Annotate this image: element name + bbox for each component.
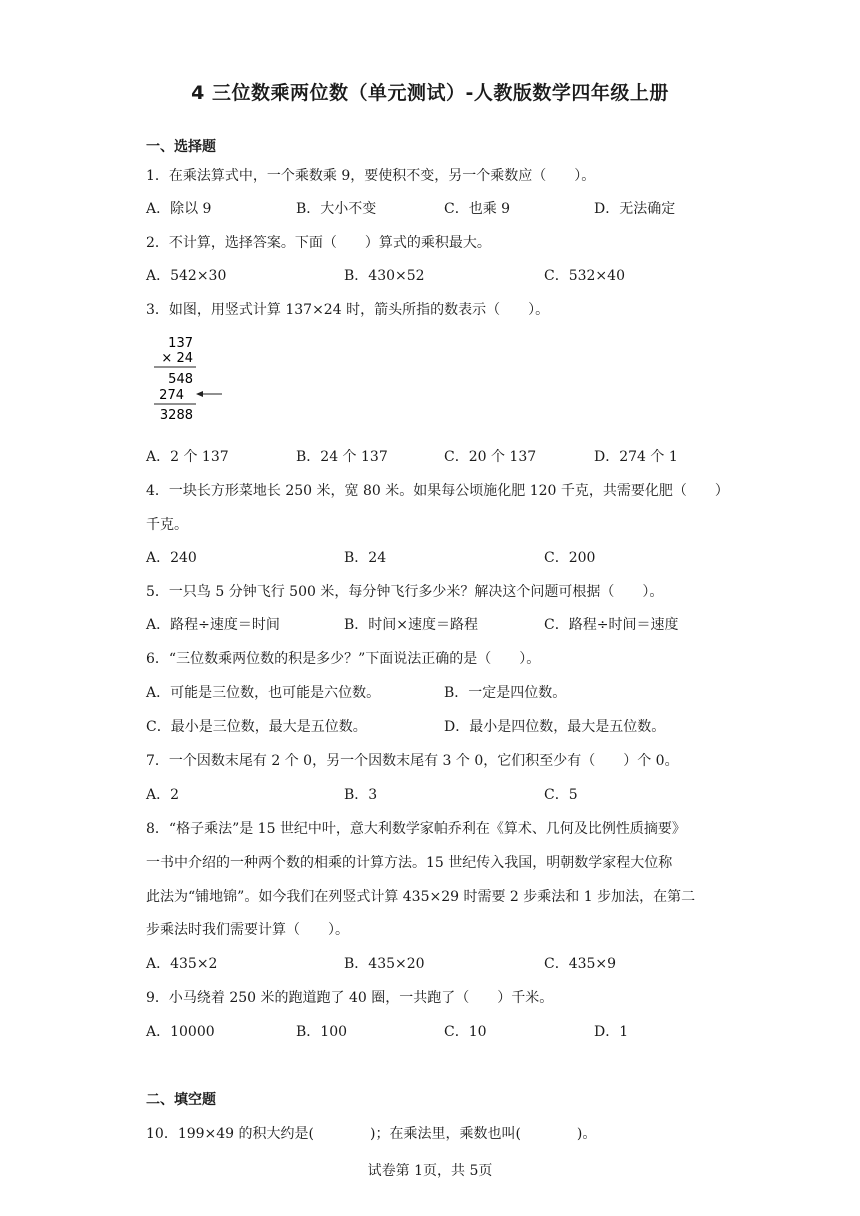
question-3-stem: 3．如图，用竖式计算 137×24 时，箭头所指的数表示（ ）。	[146, 302, 550, 318]
q1-option-a[interactable]: A．除以 9	[146, 201, 212, 217]
q1-option-b[interactable]: B．大小不变	[296, 201, 377, 217]
calc-partial-1: 548	[168, 372, 193, 387]
question-5-stem: 5．一只鸟 5 分钟飞行 500 米，每分钟飞行多少米？解决这个问题可根据（ ）。	[146, 584, 664, 600]
q2-option-a[interactable]: A．542×30	[146, 268, 227, 284]
q4-option-b[interactable]: B．24	[344, 550, 387, 566]
page-footer: 试卷第 1页，共 5页	[367, 1163, 493, 1179]
q8-option-b[interactable]: B．435×20	[344, 956, 425, 972]
q7-option-c[interactable]: C．5	[544, 787, 578, 803]
q8-option-a[interactable]: A．435×2	[146, 956, 218, 972]
q2-option-c[interactable]: C．532×40	[544, 268, 625, 284]
q5-option-b[interactable]: B．时间×速度＝路程	[344, 617, 479, 633]
q3-option-b[interactable]: B．24 个 137	[296, 449, 388, 465]
q3-option-d[interactable]: D．274 个 1	[594, 449, 678, 465]
arrow-head-icon	[196, 391, 203, 397]
question-4-stem: 4．一块长方形菜地长 250 米，宽 80 米。如果每公顷施化肥 120 千克，共需要化肥（ ）	[146, 483, 729, 499]
question-9-stem: 9．小马绕着 250 米的跑道跑了 40 圈，一共跑了（ ）千米。	[146, 990, 554, 1006]
q6-option-d[interactable]: D．最小是四位数，最大是五位数。	[444, 719, 666, 735]
section-heading-choice: 一、选择题	[146, 139, 216, 155]
calc-multiplier: × 24	[161, 351, 193, 366]
question-8-line-4: 步乘法时我们需要计算（ ）。	[146, 922, 349, 938]
q8-option-c[interactable]: C．435×9	[544, 956, 617, 972]
q6-option-b[interactable]: B．一定是四位数。	[444, 685, 567, 701]
q1-option-c[interactable]: C．也乘 9	[444, 201, 511, 217]
q6-option-a[interactable]: A．可能是三位数，也可能是六位数。	[146, 685, 381, 701]
question-1-stem: 1．在乘法算式中，一个乘数乘 9，要使积不变，另一个乘数应（ ）。	[146, 168, 596, 184]
q5-option-c[interactable]: C．路程÷时间＝速度	[544, 617, 679, 633]
q3-option-c[interactable]: C．20 个 137	[444, 449, 537, 465]
q7-option-a[interactable]: A．2	[146, 787, 180, 803]
q4-option-a[interactable]: A．240	[146, 550, 197, 566]
q2-option-b[interactable]: B．430×52	[344, 268, 425, 284]
question-8-line-1: 8．“格子乘法”是 15 世纪中叶，意大利数学家帕乔利在《算术、几何及比例性质摘要》	[146, 821, 686, 837]
q9-option-d[interactable]: D．1	[594, 1024, 629, 1040]
q9-option-a[interactable]: A．10000	[146, 1024, 215, 1040]
q9-option-b[interactable]: B．100	[296, 1024, 348, 1040]
section-heading-fill: 二、填空题	[146, 1092, 216, 1108]
question-4-stem-cont: 千克。	[146, 517, 188, 533]
q9-option-c[interactable]: C．10	[444, 1024, 487, 1040]
q4-option-c[interactable]: C．200	[544, 550, 596, 566]
q6-option-c[interactable]: C．最小是三位数，最大是五位数。	[146, 719, 367, 735]
question-8-line-2: 一书中介绍的一种两个数的相乘的计算方法。15 世纪传入我国，明朝数学家程大位称	[146, 855, 673, 871]
vertical-multiplication-figure	[146, 332, 236, 424]
q3-option-a[interactable]: A．2 个 137	[146, 449, 229, 465]
question-2-stem: 2．不计算，选择答案。下面（ ）算式的乘积最大。	[146, 235, 491, 251]
question-6-stem: 6．“三位数乘两位数的积是多少？”下面说法正确的是（ ）。	[146, 651, 541, 667]
question-8-line-3: 此法为“铺地锦”。如今我们在列竖式计算 435×29 时需要 2 步乘法和 1 步加法，在第二	[146, 889, 696, 905]
calc-partial-2: 274	[159, 388, 184, 403]
q7-option-b[interactable]: B．3	[344, 787, 378, 803]
calc-result: 3288	[159, 408, 193, 423]
question-10-stem: 10．199×49 的积大约是( )；在乘法里，乘数也叫( )。	[146, 1126, 597, 1142]
question-7-stem: 7．一个因数末尾有 2 个 0，另一个因数末尾有 3 个 0，它们积至少有（ ）个 0。	[146, 753, 679, 769]
q1-option-d[interactable]: D．无法确定	[594, 201, 676, 217]
calc-multiplicand: 137	[168, 336, 193, 351]
page-title: 4 三位数乘两位数（单元测试）-人教版数学四年级上册	[191, 82, 669, 104]
q5-option-a[interactable]: A．路程÷速度＝时间	[146, 617, 280, 633]
